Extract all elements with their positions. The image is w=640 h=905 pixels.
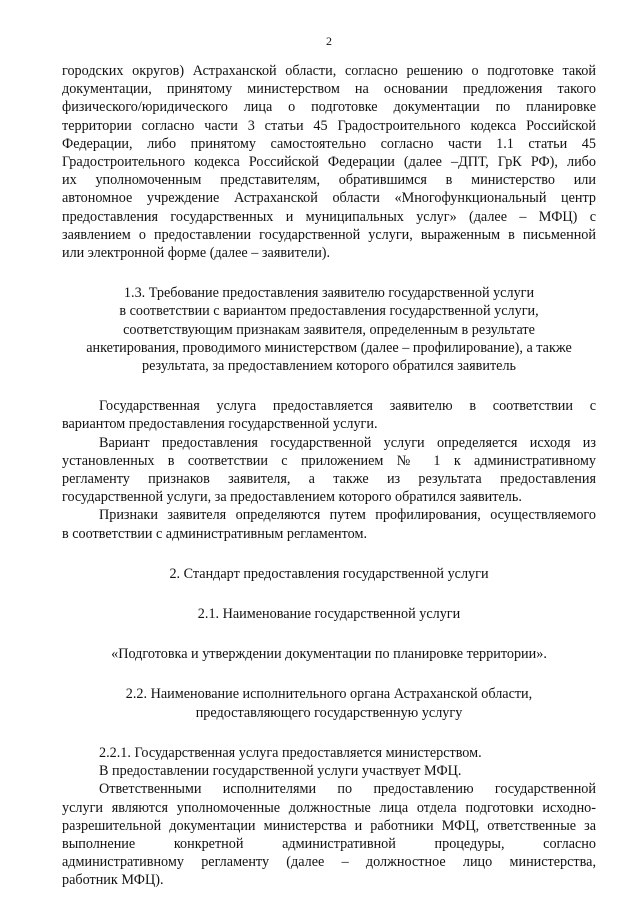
paragraph-responsible-executors (62, 780, 596, 889)
text-line: установленных в соответствии с приложением № 1 к административному (62, 452, 596, 469)
text-line: физического/юридического лица о подготовке документации по планировке (62, 99, 596, 116)
heading-1-3 (62, 284, 596, 375)
text-line: городских округов) Астраханской области, согласно решению о подготовке такой (62, 63, 596, 79)
text-line: государственной услуги, за предоставлением которого обратился заявитель. (62, 489, 522, 506)
text-line: Градостроительного кодекса Российской Федерации (далее –ДПТ, ГрК РФ), либо (62, 154, 596, 171)
text-line: территории согласно части 3 статьи 45 Градостроительного кодекса Российской (62, 117, 596, 134)
text-line: Ответственными исполнителями по предоставлению государственной (99, 781, 596, 798)
text-line: в соответствии с административным регламентом. (62, 525, 368, 542)
paragraph-service-variant (62, 397, 596, 433)
text-line: регламенту признаков заявителя, а также из результата предоставления (62, 471, 596, 488)
text-line: предоставления государственных и муниципальных услуг» (далее – МФЦ) с (62, 208, 596, 225)
heading-2-2 (62, 685, 596, 721)
text-line: разрешительной документации министерства и работники МФЦ, ответственные за (62, 817, 596, 834)
paragraph-variant-determination (62, 434, 596, 507)
text-line: Государственная услуга предоставляется заявителю в соответствии с (99, 398, 596, 415)
paragraph-applicants (62, 62, 596, 262)
text-line: работник МФЦ). (62, 872, 164, 889)
heading-2: 2. Стандарт предоставления государственной услуги (169, 565, 489, 582)
heading-line: 2.2. Наименование исполнительного органа Астраханской области, (125, 686, 533, 703)
heading-line: результата, за предоставлением которого обратился заявитель (141, 358, 516, 375)
text-line: Федерации, либо принятому самостоятельно согласно части 1.1 статьи 45 (62, 135, 596, 152)
text-line: автономное учреждение Астраханской области «Многофункциональный центр (62, 190, 596, 207)
heading-line: 1.3. Требование предоставления заявителю государственной услуги (123, 285, 535, 302)
text-line: выполнение конкретной административной процедуры, согласно (62, 835, 596, 852)
heading-line: предоставляющего государственную услугу (195, 704, 463, 721)
text-line: документации, принятому министерством на основании предложения такого (62, 81, 596, 98)
text-line: Вариант предоставления государственной услуги определяется исходя из (99, 434, 596, 451)
paragraph-applicant-features (62, 506, 596, 542)
service-name: «Подготовка и утверждении документации по планировке территории». (111, 646, 547, 663)
text-line: Признаки заявителя определяются путем профилирования, осуществляемого (99, 507, 596, 524)
text-line: или электронной форме (далее – заявители). (62, 245, 331, 262)
document-body (62, 62, 596, 890)
heading-line: анкетирования, проводимого министерством (далее – профилирование), а также (86, 339, 572, 356)
text-line: административному регламенту (далее – должностное лицо министерства, (62, 854, 596, 871)
text-line: заявлением о предоставлении государственной услуги, выраженным в письменной (62, 226, 596, 243)
page-number: 2 (326, 34, 332, 48)
text-line: вариантом предоставления государственной услуги. (62, 416, 378, 433)
text-line: их уполномоченным представителям, обратившимся в министерство или (62, 172, 596, 189)
paragraph-ministry-provides: 2.2.1. Государственная услуга предоставляется министерством. (99, 744, 482, 761)
text-line: услуги являются уполномоченные должностные лица отдела подготовки исходно- (62, 799, 596, 816)
paragraph-mfc-participates: В предоставлении государственной услуги участвует МФЦ. (99, 763, 462, 780)
heading-line: соответствующим признакам заявителя, определенным в результате (123, 321, 535, 338)
heading-2-1: 2.1. Наименование государственной услуги (197, 606, 461, 623)
heading-line: в соответствии с вариантом предоставления государственной услуги, (119, 303, 539, 320)
